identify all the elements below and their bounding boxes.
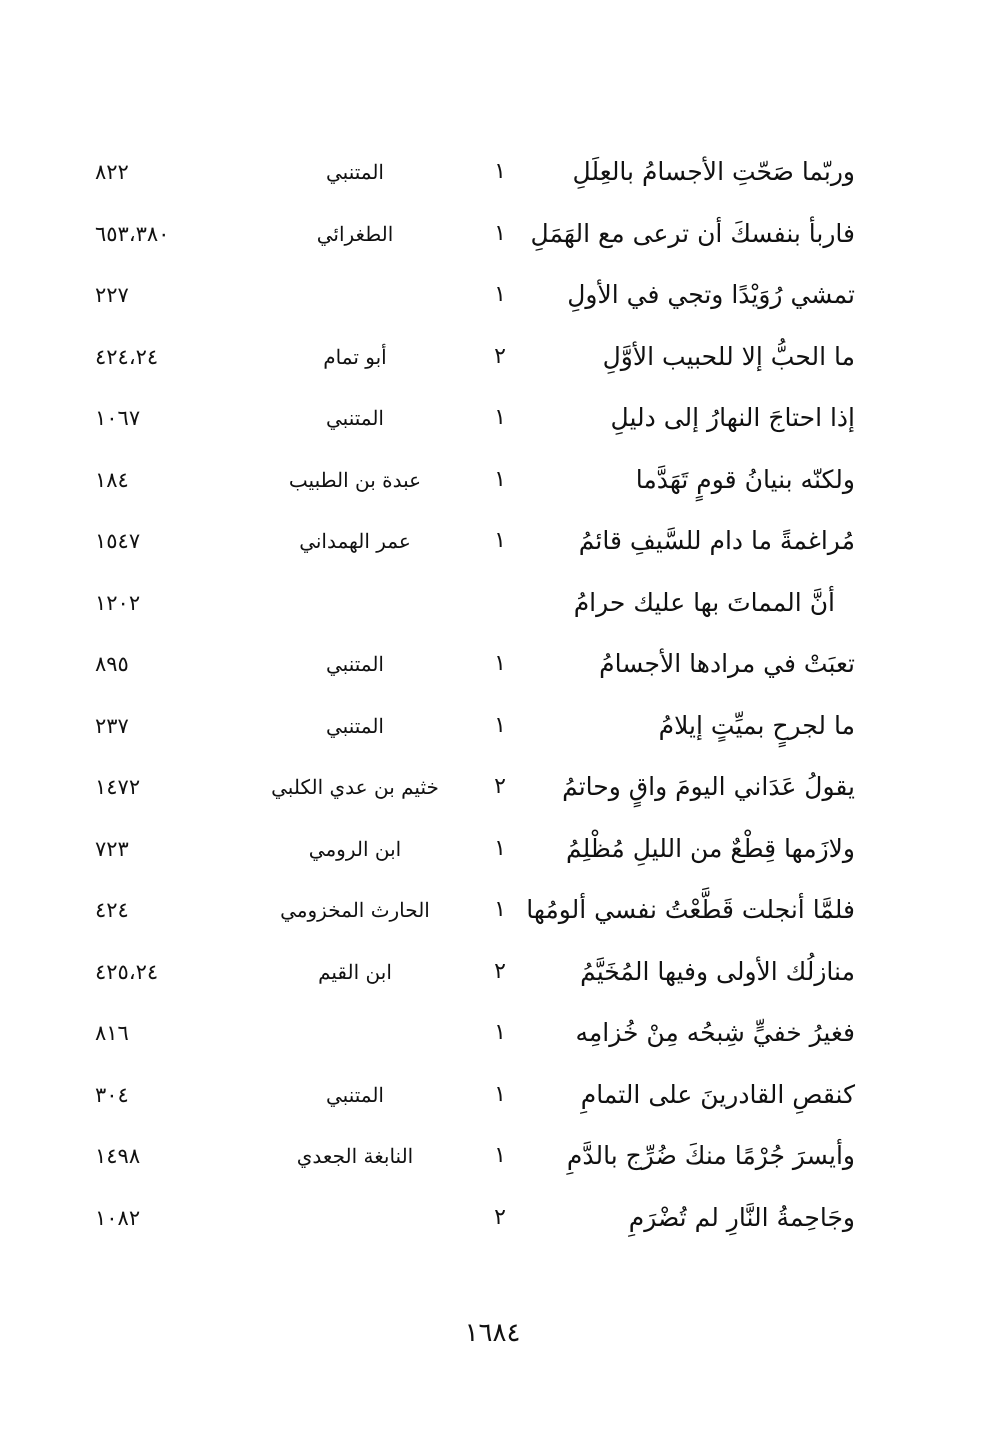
page-references: ٢٣٧ [95,713,129,738]
table-row [90,1186,890,1248]
poet-name: المتنبي [326,1082,384,1107]
table-row [90,509,890,571]
page-references: ٨٩٥ [95,652,129,676]
poet-name: ابن القيم [318,959,392,984]
table-row [90,140,890,202]
page-references: ٤٢٤،٢٤ [95,344,159,369]
table-row [90,263,890,325]
table-row [90,1001,890,1063]
verse-text: وربّما صَحّتِ الأجسامُ بالعِلَلِ [572,157,855,186]
verse-count: ١ [494,466,506,492]
page-references: ٣٠٤ [95,1082,129,1107]
verse-text: فاربأ بنفسكَ أن ترعى مع الهَمَلِ [530,218,855,248]
page-references: ٨١٦ [95,1021,129,1045]
page-references: ٤٢٤ [95,898,129,922]
page-references: ٦٥٣،٣٨٠ [95,221,170,246]
verse-index-table [90,140,890,1247]
verse-count: ١ [494,1020,506,1045]
verse-text: وجَاحِمةُ النَّارِ لم تُضْرَمِ [628,1202,855,1232]
poet-name: المتنبي [326,713,384,738]
table-row [90,325,890,387]
verse-text: كنقصِ القادرينَ على التمامِ [580,1079,855,1109]
verse-count: ١ [494,835,506,861]
poet-name: ابن الرومي [308,836,402,861]
verse-text: منازلُك الأولى وفيها المُخَيَّمُ [580,956,855,986]
verse-count: ٢ [494,774,506,799]
verse-text: ولازَمها قِطْعٌ من الليلِ مُظْلِمُ [565,833,855,863]
page-references: ١٠٦٧ [95,406,141,430]
verse-text: فغيرُ خفيٍّ شِبحُه مِنْ خُزامِه [575,1018,855,1047]
table-row [90,448,890,510]
page-references: ٨٢٢ [95,160,129,184]
table-row [90,571,890,633]
poet-name: الطغرائي [316,221,394,246]
poet-name: عبدة بن الطبيب [288,467,422,492]
verse-text: تمشي رُوَيْدًا وتجي في الأولِ [567,280,855,309]
poet-name: عمر الهمداني [299,529,411,553]
verse-count: ١ [494,159,506,184]
page-references: ٧٢٣ [95,836,129,861]
poet-name: النابغة الجعدي [296,1144,414,1168]
verse-text: فلمَّا أنجلت قَطَّعْتُ نفسي ألومُها [526,895,855,924]
verse-count: ٢ [494,343,506,369]
table-row [90,202,890,264]
page-references: ١٤٧٢ [95,775,141,799]
verse-text: يقولُ عَدَاني اليومَ واقٍ وحاتمُ [562,772,855,801]
verse-count: ١ [494,405,506,430]
verse-count: ١ [494,712,506,738]
verse-text: مُراغمةً ما دام للسَّيفِ قائمُ [578,526,855,555]
verse-count: ١ [494,282,506,307]
table-row [90,1063,890,1125]
verse-text: أنَّ المماتَ بها عليك حرامُ [573,587,835,617]
poet-name: أبو تمام [323,344,387,369]
table-row [90,386,890,448]
poet-name: خثيم بن عدي الكلبي [271,775,439,799]
page-references: ١٤٩٨ [95,1144,141,1168]
table-row [90,755,890,817]
verse-count: ١ [494,528,506,553]
page-references: ٢٢٧ [95,283,129,307]
verse-count: ١ [494,1081,506,1107]
page-references: ١٨٤ [95,467,129,492]
verse-count: ١ [494,220,506,246]
page-number: ١٦٨٤ [464,1318,521,1348]
poet-name: الحارث المخزومي [280,898,430,922]
table-row [90,817,890,879]
verse-count: ١ [494,897,506,922]
poet-name: المتنبي [326,160,384,184]
table-row [90,1124,890,1186]
verse-text: ما الحبُّ إلا للحبيب الأوَّلِ [602,341,855,371]
table-row [90,632,890,694]
verse-text: تعبَتْ في مرادها الأجسامُ [599,649,855,678]
verse-count: ٢ [494,1204,506,1230]
page-references: ١٢٠٢ [95,590,141,615]
verse-text: إذا احتاجَ النهارُ إلى دليلِ [610,403,855,432]
table-row [90,878,890,940]
verse-count: ١ [494,651,506,676]
verse-count: ١ [494,1143,506,1168]
verse-text: ولكنّه بنيانُ قومٍ تَهَدَّما [635,464,855,494]
page-references: ١٥٤٧ [95,529,141,553]
page-references: ٤٢٥،٢٤ [95,959,159,984]
page-references: ١٠٨٢ [95,1205,141,1230]
table-row [90,940,890,1002]
verse-count: ٢ [494,958,506,984]
verse-text: ما لجرحٍ بميِّتٍ إيلامُ [658,710,855,740]
table-row [90,694,890,756]
poet-name: المتنبي [326,406,384,430]
poet-name: المتنبي [326,652,384,676]
verse-text: وأيسرَ جُرْمًا منكَ ضُرِّج بالدَّمِ [566,1141,855,1170]
